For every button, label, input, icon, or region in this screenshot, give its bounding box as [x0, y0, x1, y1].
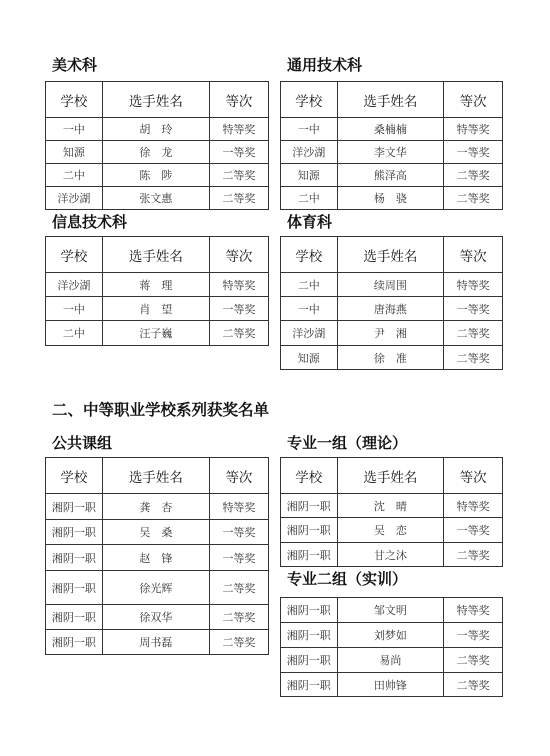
table-row — [281, 648, 503, 673]
name-cell: 田帅锋 — [337, 673, 444, 697]
name-cell: 徐 准 — [337, 346, 444, 370]
part2-heading: 二、中等职业学校系列获奖名单 — [52, 401, 270, 419]
school-cell: 知源 — [46, 141, 103, 164]
school-cell: 洋沙湖 — [46, 187, 103, 210]
school-cell: 湘阴一职 — [281, 518, 338, 543]
header-rank: 等次 — [444, 237, 503, 273]
header-rank: 等次 — [209, 82, 268, 118]
school-cell: 二中 — [281, 187, 338, 210]
name-cell: 邹文明 — [337, 598, 444, 623]
table-row — [46, 164, 269, 187]
name-cell: 杨 骁 — [337, 187, 444, 210]
rank-cell: 一等奖 — [444, 297, 503, 321]
school-cell: 知源 — [281, 346, 338, 370]
table-gonggong — [45, 457, 269, 655]
rank-cell: 特等奖 — [209, 494, 268, 520]
school-cell: 湘阴一职 — [281, 623, 338, 648]
table-row — [281, 623, 503, 648]
school-cell: 二中 — [281, 273, 338, 297]
name-cell: 唐海燕 — [337, 297, 444, 321]
header-school: 学校 — [281, 82, 338, 118]
rank-cell: 二等奖 — [444, 321, 503, 346]
rank-cell: 二等奖 — [444, 543, 503, 567]
rank-cell: 二等奖 — [444, 164, 503, 187]
name-cell: 甘之沐 — [337, 543, 444, 567]
header-rank: 等次 — [209, 237, 268, 273]
rank-cell: 二等奖 — [209, 571, 268, 605]
header-rank: 等次 — [444, 82, 503, 118]
section-title-tiyu: 体育科 — [287, 213, 333, 231]
school-cell: 洋沙湖 — [281, 141, 338, 164]
school-cell: 湘阴一职 — [46, 630, 103, 655]
name-cell: 胡 玲 — [102, 118, 209, 141]
table-row — [46, 545, 269, 571]
school-cell: 一中 — [281, 297, 338, 321]
table-row — [46, 630, 269, 655]
table-row — [281, 321, 503, 346]
table-row — [46, 520, 269, 545]
table-row — [281, 518, 503, 543]
table-row — [46, 321, 269, 346]
table-row — [281, 346, 503, 370]
name-cell: 张文惠 — [102, 187, 209, 210]
rank-cell: 二等奖 — [209, 630, 268, 655]
header-school: 学校 — [46, 82, 103, 118]
name-cell: 尹 湘 — [337, 321, 444, 346]
name-cell: 赵 锋 — [102, 545, 209, 571]
table-zhuanye2 — [280, 597, 503, 697]
school-cell: 一中 — [46, 118, 103, 141]
table-row — [281, 494, 503, 518]
section-title-xinxi: 信息技术科 — [52, 213, 128, 231]
table-row — [46, 273, 269, 297]
name-cell: 蒋 理 — [102, 273, 209, 297]
school-cell: 湘阴一职 — [281, 598, 338, 623]
rank-cell: 一等奖 — [444, 518, 503, 543]
rank-cell: 一等奖 — [209, 297, 268, 321]
school-cell: 湘阴一职 — [281, 494, 338, 518]
table-row — [46, 141, 269, 164]
rank-cell: 特等奖 — [444, 598, 503, 623]
school-cell: 湘阴一职 — [46, 605, 103, 630]
table-header-row — [46, 458, 269, 494]
school-cell: 一中 — [281, 118, 338, 141]
school-cell: 湘阴一职 — [46, 571, 103, 605]
table-tongyong — [280, 81, 503, 210]
rank-cell: 二等奖 — [209, 321, 268, 346]
name-cell: 徐光辉 — [102, 571, 209, 605]
header-name: 选手姓名 — [102, 458, 209, 494]
table-row — [281, 297, 503, 321]
name-cell: 刘梦如 — [337, 623, 444, 648]
table-header-row — [46, 237, 269, 273]
rank-cell: 一等奖 — [209, 141, 268, 164]
header-name: 选手姓名 — [337, 237, 444, 273]
rank-cell: 一等奖 — [444, 141, 503, 164]
header-name: 选手姓名 — [102, 82, 209, 118]
name-cell: 汪子巍 — [102, 321, 209, 346]
rank-cell: 二等奖 — [444, 673, 503, 697]
name-cell: 陈 陟 — [102, 164, 209, 187]
table-header-row — [281, 458, 503, 494]
school-cell: 湘阴一职 — [46, 494, 103, 520]
table-header-row — [46, 82, 269, 118]
school-cell: 知源 — [281, 164, 338, 187]
table-meishu — [45, 81, 269, 210]
table-row — [46, 187, 269, 210]
school-cell: 湘阴一职 — [46, 545, 103, 571]
table-row — [46, 297, 269, 321]
school-cell: 湘阴一职 — [281, 648, 338, 673]
name-cell: 周书磊 — [102, 630, 209, 655]
name-cell: 吴 桑 — [102, 520, 209, 545]
school-cell: 洋沙湖 — [281, 321, 338, 346]
name-cell: 易尚 — [337, 648, 444, 673]
header-name: 选手姓名 — [102, 237, 209, 273]
table-row — [281, 187, 503, 210]
school-cell: 二中 — [46, 164, 103, 187]
rank-cell: 二等奖 — [444, 187, 503, 210]
header-school: 学校 — [46, 237, 103, 273]
rank-cell: 特等奖 — [209, 118, 268, 141]
name-cell: 肖 望 — [102, 297, 209, 321]
name-cell: 桑楠楠 — [337, 118, 444, 141]
rank-cell: 二等奖 — [209, 605, 268, 630]
table-header-row — [281, 82, 503, 118]
name-cell: 徐 龙 — [102, 141, 209, 164]
name-cell: 沈 晴 — [337, 494, 444, 518]
rank-cell: 一等奖 — [209, 520, 268, 545]
rank-cell: 一等奖 — [444, 623, 503, 648]
rank-cell: 特等奖 — [209, 273, 268, 297]
table-row — [46, 605, 269, 630]
table-xinxi — [45, 236, 269, 346]
school-cell: 二中 — [46, 321, 103, 346]
name-cell: 续周围 — [337, 273, 444, 297]
header-name: 选手姓名 — [337, 82, 444, 118]
header-school: 学校 — [281, 458, 338, 494]
header-school: 学校 — [281, 237, 338, 273]
name-cell: 李文华 — [337, 141, 444, 164]
section-title-zhuanye2: 专业二组（实训） — [287, 570, 408, 588]
section-title-meishu: 美术科 — [52, 56, 98, 74]
table-row — [281, 118, 503, 141]
name-cell: 龚 杏 — [102, 494, 209, 520]
header-school: 学校 — [46, 458, 103, 494]
rank-cell: 特等奖 — [444, 118, 503, 141]
name-cell: 徐双华 — [102, 605, 209, 630]
rank-cell: 一等奖 — [209, 545, 268, 571]
table-row — [46, 571, 269, 605]
section-title-gonggong: 公共课组 — [52, 434, 113, 452]
rank-cell: 特等奖 — [444, 494, 503, 518]
rank-cell: 特等奖 — [444, 273, 503, 297]
school-cell: 一中 — [46, 297, 103, 321]
rank-cell: 二等奖 — [444, 346, 503, 370]
school-cell: 洋沙湖 — [46, 273, 103, 297]
table-zhuanye1 — [280, 457, 503, 567]
table-row — [46, 494, 269, 520]
table-row — [281, 164, 503, 187]
name-cell: 吴 恋 — [337, 518, 444, 543]
table-header-row — [281, 237, 503, 273]
section-title-tongyong: 通用技术科 — [287, 56, 363, 74]
table-row — [281, 273, 503, 297]
table-row — [281, 598, 503, 623]
rank-cell: 二等奖 — [209, 187, 268, 210]
rank-cell: 二等奖 — [444, 648, 503, 673]
header-rank: 等次 — [444, 458, 503, 494]
rank-cell: 二等奖 — [209, 164, 268, 187]
table-row — [281, 141, 503, 164]
table-row — [46, 118, 269, 141]
header-rank: 等次 — [209, 458, 268, 494]
section-title-zhuanye1: 专业一组（理论） — [287, 434, 408, 452]
header-name: 选手姓名 — [337, 458, 444, 494]
school-cell: 湘阴一职 — [281, 543, 338, 567]
table-row — [281, 673, 503, 697]
school-cell: 湘阴一职 — [46, 520, 103, 545]
table-row — [281, 543, 503, 567]
school-cell: 湘阴一职 — [281, 673, 338, 697]
name-cell: 熊泽高 — [337, 164, 444, 187]
table-tiyu — [280, 236, 503, 370]
